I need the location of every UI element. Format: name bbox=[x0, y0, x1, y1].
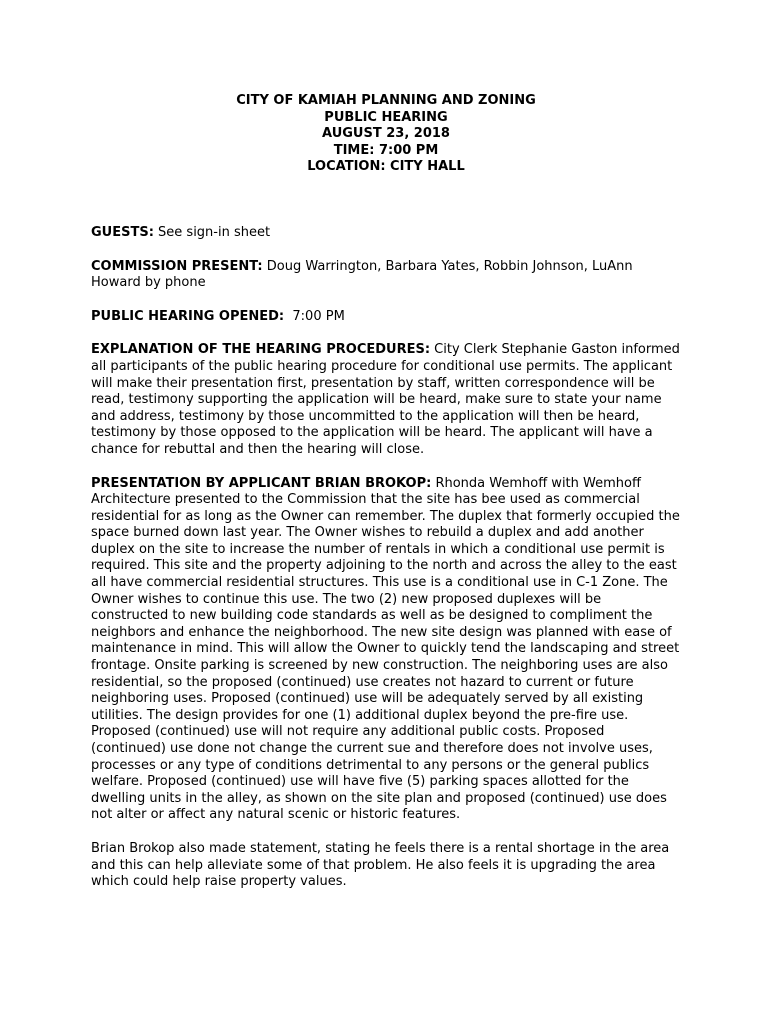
presentation-text: Rhonda Wemhoff with Wemhoff Architecture presented to the Commission that the site has bee used as commercial residential for as long as the Owner can remember. The duplex that formerly occupied the space burned down last year. The Owner wishes to rebuild a duplex and add another duplex on the site to increase the number of rentals in which a conditional use permit is required. This site and the property adjoining to the north and across the alley to the east all have commercial residential structures. This use is a conditional use in C-1 Zone. The Owner wishes to continue this use. The two (2) new proposed duplexes will be constructed to new building code standards as well as be designed to compliment the neighbors and enhance the neighborhood. The new site design was planned with ease of maintenance in mind. This will allow the Owner to quickly tend the landscaping and street frontage. Onsite parking is screened by new construction. The neighboring uses are also residential, so the proposed (continued) use creates not hazard to current or future neighboring uses. Proposed (continued) use will be adequately served by all existing utilities. The design provides for one (1) additional duplex beyond the pre-fire use. Proposed (continued) use will not require any additional public costs. Proposed (continued) use done not change the current sue and therefore does not involve uses, processes or any type of conditions detrimental to any persons or the general publics welfare. Proposed (continued) use will have five (5) parking spaces allotted for the dwelling units in the alley, as shown on the site plan and proposed (continued) use does not alter or affect any natural scenic or historic features. bbox=[91, 475, 680, 823]
document-page bbox=[91, 93, 681, 908]
guests-label: GUESTS: bbox=[91, 224, 154, 240]
header-location: LOCATION: CITY HALL bbox=[307, 159, 465, 175]
explanation-text: City Clerk Stephanie Gaston informed all participants of the public hearing procedure for conditional use permits. The applicant will make their presentation first, presentation by staff, written correspondence will be read, testimony supporting the application will be heard, make sure to state your name and address, testimony by those uncommitted to the application will then be heard, testimony by those opposed to the application will be heard. The applicant will have a chance for rebuttal and then the hearing will close. bbox=[91, 342, 680, 457]
commission-label: COMMISSION PRESENT: bbox=[91, 258, 263, 274]
presentation-label: PRESENTATION BY APPLICANT BRIAN BROKOP: bbox=[91, 475, 432, 491]
opened-label: PUBLIC HEARING OPENED: bbox=[91, 308, 285, 324]
header-date: AUGUST 23, 2018 bbox=[322, 126, 450, 142]
presentation-paragraph bbox=[91, 476, 681, 824]
commission-paragraph bbox=[91, 259, 681, 292]
header-subtitle: PUBLIC HEARING bbox=[324, 109, 448, 125]
guests-text: See sign-in sheet bbox=[153, 224, 271, 240]
explanation-label: EXPLANATION OF THE HEARING PROCEDURES: bbox=[91, 342, 431, 358]
opened-text: 7:00 PM bbox=[284, 308, 345, 324]
brokop-statement-paragraph: Brian Brokop also made statement, stating he feels there is a rental shortage in the area and this can help alleviate some of that problem. He also feels it is upgrading the area which could help raise property values. bbox=[91, 840, 670, 890]
explanation-paragraph bbox=[91, 342, 681, 458]
opened-paragraph bbox=[91, 309, 681, 326]
document-header bbox=[91, 93, 681, 176]
guests-paragraph bbox=[91, 225, 681, 242]
header-title: CITY OF KAMIAH PLANNING AND ZONING bbox=[236, 93, 536, 108]
commission-text: Doug Warrington, Barbara Yates, Robbin Johnson, LuAnn Howard by phone bbox=[91, 258, 633, 291]
header-time: TIME: 7:00 PM bbox=[333, 142, 439, 158]
